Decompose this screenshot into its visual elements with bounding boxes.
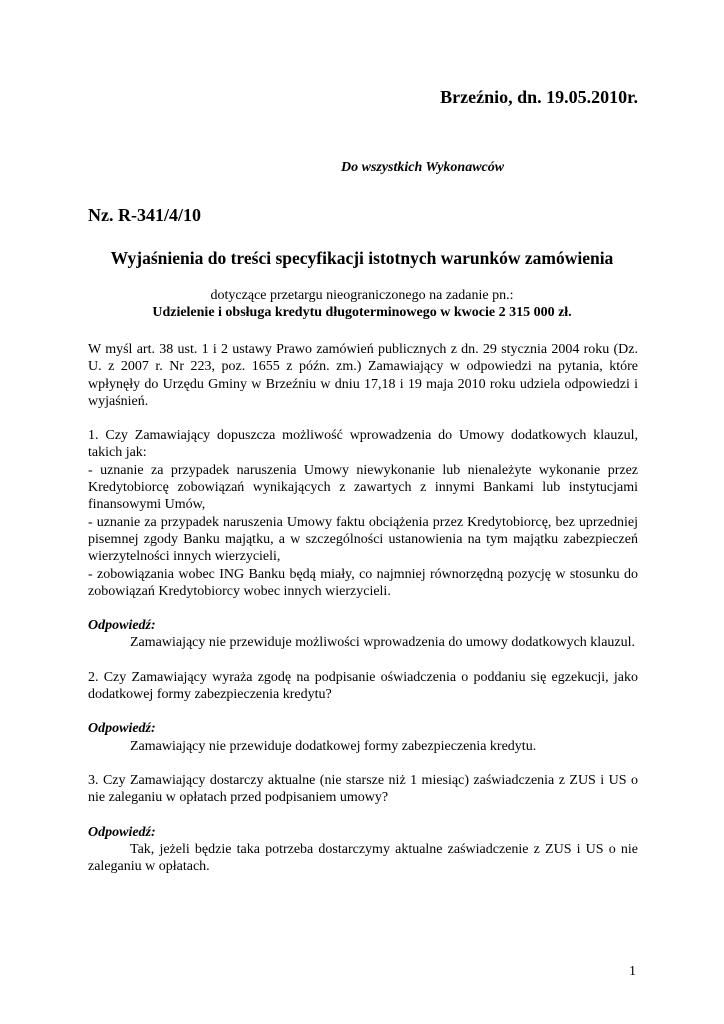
document-date: Brzeźnio, dn. 19.05.2010r. xyxy=(440,87,638,107)
answer-1-text: Zamawiający nie przewiduje możliwości wprowadzenia do umowy dodatkowych klauzul. xyxy=(130,635,636,651)
answer-3-text: Tak, jeżeli będzie taka potrzeba dostarczymy aktualne zaświadczenie z ZUS i US o nie zaleganiu w opłatach. xyxy=(88,841,638,875)
question-block-1 xyxy=(88,427,638,652)
subtitle-line-1: dotyczące przetargu nieograniczonego na zadanie pn.: xyxy=(210,288,514,303)
question-1-line-1: 1. Czy Zamawiający dopuszcza możliwość wprowadzenia do Umowy dodatkowych klauzul, takich jak: xyxy=(88,428,638,461)
document-body xyxy=(88,341,638,875)
question-1-line-2: - uznanie za przypadek naruszenia Umowy niewykonanie lub nienależyte wykonanie przez Kredytobiorcę zobowiązań wynikających z zawartych z innymi Bankami lub instytucjami finansowymi Umów, xyxy=(88,462,638,513)
question-2-line-1: 2. Czy Zamawiający wyraża zgodę na podpisanie oświadczenia o poddaniu się egzekucji, jako dodatkowej formy zabezpieczenia kredytu? xyxy=(88,669,638,703)
subtitle-line-2: Udzielenie i obsługa kredytu długoterminowego w kwocie 2 315 000 zł. xyxy=(152,305,572,320)
answer-2-text: Zamawiający nie przewiduje dodatkowej formy zabezpieczenia kredytu. xyxy=(130,738,537,754)
document-title: Wyjaśnienia do treści specyfikacji istotnych warunków zamówienia xyxy=(110,248,614,268)
question-block-3 xyxy=(88,772,638,875)
answer-3-label: Odpowiedź: xyxy=(88,824,156,840)
page-number: 1 xyxy=(629,964,636,979)
reference-number: Nz. R-341/4/10 xyxy=(88,205,201,225)
question-1-line-4: - zobowiązania wobec ING Banku będą miały, co najmniej równorzędną pozycję w stosunku do zobowiązań Kredytobiorcy wobec innych wierzycieli. xyxy=(88,566,638,599)
intro-paragraph: W myśl art. 38 ust. 1 i 2 ustawy Prawo zamówień publicznych z dn. 29 stycznia 2004 roku (Dz. U. z 2007 r. Nr 223, poz. 1655 z późn. zm.) Zamawiający w odpowiedzi na pytania, które wpłynęły do Urzędu Gminy w Brzeźniu w dniu 17,18 i 19 maja 2010 roku udziela odpowiedzi i wyjaśnień. xyxy=(88,342,638,409)
question-3-line-1: 3. Czy Zamawiający dostarczy aktualne (nie starsze niż 1 miesiąc) zaświadczenia z ZUS i US o nie zaleganiu w opłatach przed podpisaniem umowy? xyxy=(88,772,638,806)
document-subtitle xyxy=(0,287,724,321)
question-1-line-3: - uznanie za przypadek naruszenia Umowy faktu obciążenia przez Kredytobiorcę, bez uprzedniej pisemnej zgody Banku majątku, a w szczególności ustanowienia na tym majątku zabezpieczeń wierzytelności innych wierzycieli, xyxy=(88,514,638,565)
answer-2-label: Odpowiedź: xyxy=(88,721,156,737)
question-block-2 xyxy=(88,669,638,755)
addressee: Do wszystkich Wykonawców xyxy=(341,160,505,175)
answer-1-label: Odpowiedź: xyxy=(88,618,156,634)
